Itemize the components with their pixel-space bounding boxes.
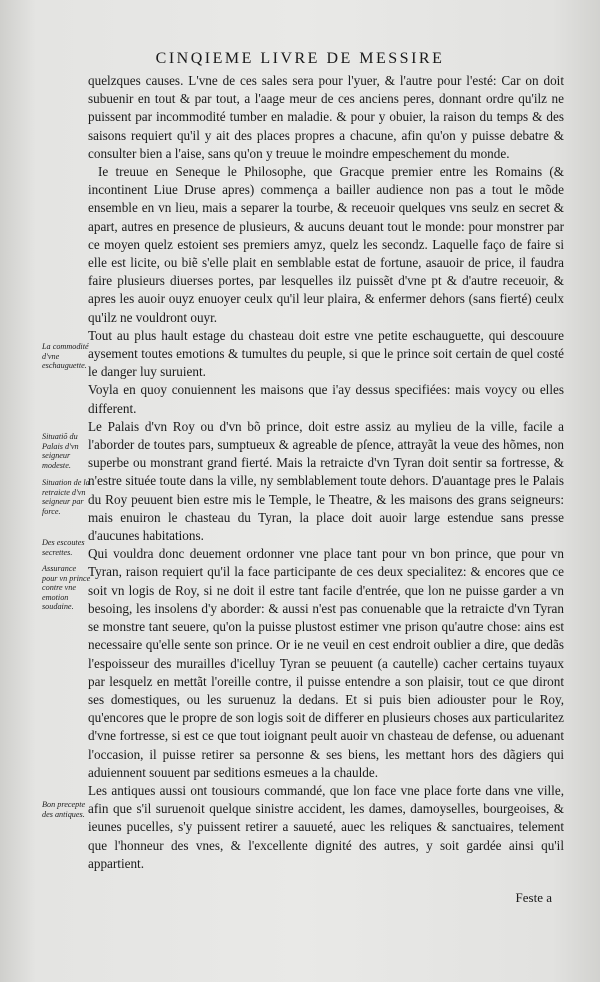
paragraph: Ie treuue en Seneque le Philosophe, que Gracque premier entre les Romains (& incontinent Liue Druse apres) commença a bailler audience non pas a tout le mõde ensemble en vn lieu, mais a separer la tourbe, & receuoir quelques vns seulz en secret & apart, autres en presence de plusieurs, & aucuns deuant tout le monde: pour monstrer par ce moyen quelz estoient ses premiers amyz, quelz les secondz. Laquelle faço de faire si elle est licite, ou biẽ s'elle plait en semblable estat de fortune, asauoir de price, il faudra faire plusieurs diuerses portes, par lesquelles ilz puissẽt d'vne pt & d'autre receuoir, & apres les auoir ouyz enuoyer ceulx qu'il leur plaira, & enfermer dehors (sans fierté) ceulx qu'ilz ne vouldront ouyr. bbox=[88, 164, 564, 325]
margin-note: Assurance pour vn prince contre vne emotion soudaine. bbox=[42, 564, 91, 612]
margin-note: Situation de la retraicte d'vn seigneur par force. bbox=[42, 478, 90, 516]
paragraph: quelzques causes. L'vne de ces sales sera pour l'yuer, & l'autre pour l'esté: Car on doit subuenir en tout & par tout, a l'aage meur de ces anciens peres, donnant ordre qu'ilz ne puissent par incommodité tumber en maladie. & pour y obuier, la raison du temps & des saisons requiert qu'il y ait des places propres a chacune, afin qu'on y puisse debatre & consulter bien a l'aise, sans qu'on y treuue le moindre empeschement du monde. bbox=[88, 73, 564, 161]
catchword: Feste a bbox=[515, 890, 552, 905]
running-header: CINQIEME LIVRE DE MESSIRE bbox=[155, 50, 445, 67]
margin-note: Bon precepte des antiques. bbox=[42, 800, 86, 819]
paragraph: Les antiques aussi ont tousiours commandé, que lon face vne place forte dans vne ville, afin que s'il suruenoit quelque sinistre accident, les dames, damoyselles, bourgeoises, & ieunes pucelles, s'y puissent retirer a sauueté, auec les reliques & sanctuaires, telement que l'honneur des vnes, & l'excellente dignité des autres, y soit gardée ainsi qu'il appartient. bbox=[88, 782, 564, 871]
margin-note: Situatiõ du Palais d'vn seigneur modeste. bbox=[42, 432, 79, 470]
margin-note: Des escoutes secrettes. bbox=[42, 538, 85, 557]
paragraph: Qui vouldra donc deuement ordonner vne place tant pour vn bon prince, que pour vn Tyran, raison requiert qu'il la face participante de ces deux specialitez: & encores que ce soit vn logis de Roy, si ne doit il estre tant facile d'entrée, que lon ne puisse garder a vn besoing, les insolens d'y aborder: & aussi n'est pas conuenable que la retraicte d'vn Tyran se monstre tant seuere, qu'on la puisse plustost estimer vne prison qu'autre chose: ains est necessaire qu'elle sente son prince. Or ie ne veuil en cest endroit oublier a dire, que dedãs l'espoisseur des murailles d'icelluy Tyran se peuuent (a cautelle) cacher certains tuyaux par lesquelz en mettãt l'oreille contre, il puisse entendre a son plaisir, tout ce que diront ses domestiques, ou les suruenuz la dedans. Et si puis bien adiouster pour le Roy, qu'encores que le propre de son logis soit de differer en plusieurs choses aux particularitez d'vne fortresse, si est ce que tout ioignant peult auoir vn chasteau de defense, ou aduenant l'occasion, il puisse retirer sa personne & ses biens, les mettant hors des dãgiers qui aduiennent souuent par seditions esmeues a la chaulde. bbox=[88, 546, 564, 780]
paragraph: Tout au plus hault estage du chasteau doit estre vne petite eschauguette, qui descouure aysement toutes emotions & tumultes du peuple, si que le prince soit certain de quel costé le danger luy suruient. bbox=[88, 327, 564, 380]
text-body bbox=[88, 72, 564, 873]
paragraph: Le Palais d'vn Roy ou d'vn bõ prince, doit estre assiz au mylieu de la ville, facile a l'aborder de toutes pars, sumptueux & agreable de pſence, attrayãt la veue des hõmes, non superbe ou monstrant grand fierté. Mais la retraicte d'vn Tyran doit sentir sa fortresse, & n'estre située toute dans la ville, ny semblablement toute dehors. D'auantage pres le Palais du Roy peuuent bien estre mis le Temple, le Theatre, & les maisons des grans seigneurs: mais enuiron le chasteau du Tyran, la place doit auoir large estendue sans presse d'aucunes habitations. bbox=[88, 418, 564, 544]
margin-note: La commodité d'vne eschauguette. bbox=[42, 342, 89, 371]
paragraph: Voyla en quoy conuiennent les maisons que i'ay dessus specifiées: mais voycy ou elles different. bbox=[88, 382, 564, 416]
